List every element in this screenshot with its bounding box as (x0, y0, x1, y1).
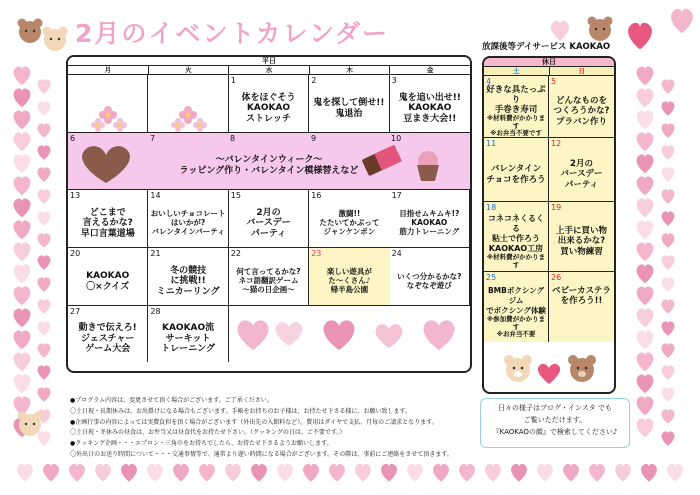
info-line: 『KAOKAOの顔』で検索してください♪ (492, 428, 618, 436)
border-heart-icon (641, 464, 657, 482)
border-heart-icon (662, 101, 675, 115)
border-heart-icon (485, 464, 501, 482)
border-heart-icon (173, 464, 189, 482)
date-number: 14 (150, 191, 161, 200)
event-text: 目指せムキムキ!? KAOKAO 筋力トレーニング (399, 209, 460, 236)
event-text: 鬼を追い出せ!! KAOKAO 豆まき大会!! (398, 92, 461, 124)
event-text: バレンタイン チョコを作ろう (486, 164, 546, 185)
calendar-cell (148, 306, 228, 362)
border-heart-icon (637, 110, 654, 129)
border-heart-icon (69, 464, 85, 482)
border-heart-icon (14, 66, 31, 85)
event-text: 体をほぐそう KAOKAO ストレッチ (241, 92, 296, 124)
border-heart-icon (637, 242, 654, 261)
border-heart-icon (637, 286, 654, 305)
border-heart-icon (551, 21, 569, 41)
border-heart-icon (38, 299, 51, 313)
heart-icon (229, 306, 469, 362)
border-heart-icon (329, 464, 345, 482)
border-heart-icon (662, 145, 675, 159)
calendar-cell-highlight (309, 248, 389, 306)
date-number: 27 (70, 307, 81, 316)
border-heart-icon (563, 464, 579, 482)
event-text: 2月の バースデー パーティ (246, 207, 291, 239)
border-heart-icon (628, 23, 652, 50)
event-text: おいしいチョコレート はいかが? バレンタインパーティ (150, 209, 226, 236)
info-line: ご覧いただけます。 (523, 416, 587, 424)
bear-icon (18, 19, 43, 44)
calendar-cell (549, 202, 614, 272)
border-heart-icon (511, 464, 527, 482)
date-number: 9 (311, 134, 317, 143)
weekday-names (68, 65, 470, 75)
date-number: 21 (150, 249, 161, 258)
event-text: 動きで伝えろ! ジェスチャー ゲーム大会 (78, 323, 137, 355)
border-heart-icon (14, 176, 31, 195)
date-number: 17 (391, 191, 402, 200)
border-heart-icon (14, 198, 31, 217)
event-note: ※材料費がかかります (486, 252, 546, 269)
calendar-cell (549, 138, 614, 202)
date-number: 22 (230, 249, 241, 258)
border-heart-icon (637, 264, 654, 283)
event-text: 冬の競技 に挑戦!! ミニカーリング (156, 265, 220, 297)
border-heart-icon (14, 374, 31, 393)
border-heart-icon (662, 431, 675, 445)
date-number: 3 (391, 76, 397, 85)
border-heart-icon (14, 88, 31, 107)
flower-icon (68, 75, 148, 133)
day-tue: 火 (148, 66, 229, 74)
border-heart-icon (637, 154, 654, 173)
event-text: いくつ分かるかな? なぞなぞ遊び (397, 271, 462, 290)
event-text: 楽しい遊具が た～くさん♪ 帰半島公園 (326, 267, 372, 294)
border-heart-icon (38, 387, 51, 401)
holiday-day-names (484, 66, 614, 76)
calendar-cell (484, 76, 549, 138)
date-number: 5 (551, 77, 557, 86)
border-heart-icon (43, 464, 59, 482)
border-heart-icon (17, 464, 33, 482)
border-heart-icon (38, 211, 51, 225)
border-heart-icon (14, 264, 31, 283)
page-title: 2月のイベントカレンダー (75, 19, 390, 48)
day-thu: 木 (309, 66, 390, 74)
border-heart-icon (662, 123, 675, 137)
day-sun: 日 (549, 67, 615, 75)
calendar-cell (148, 190, 228, 248)
calendar-cell (390, 248, 470, 306)
date-number: 7 (150, 134, 156, 143)
event-text: 激闘!! たたいてかぶって ジャンケンポン (319, 209, 380, 236)
border-heart-icon (537, 464, 553, 482)
decorative-hearts-cell (229, 306, 470, 362)
calendar-cell (484, 272, 549, 342)
border-heart-icon (303, 464, 319, 482)
border-heart-icon (637, 330, 654, 349)
date-number: 16 (311, 191, 322, 200)
border-heart-icon (14, 242, 31, 261)
calendar-cell (68, 306, 148, 362)
border-heart-icon (662, 321, 675, 335)
border-heart-icon (662, 343, 675, 357)
date-number: 18 (486, 203, 497, 212)
calendar-cell (484, 138, 549, 202)
border-heart-icon (251, 464, 267, 482)
border-heart-icon (38, 189, 51, 203)
calendar-cell (484, 202, 549, 272)
note-line: ●企画行事の内容によっては実費負担を頂く場合がございます（外出先の入館料など）。費用はダイヤで支払、月毎のご請求となります。 (70, 418, 438, 426)
event-text: BMBボクシングジム でボクシング体験 (486, 286, 546, 316)
calendar-cell-empty (148, 75, 228, 133)
date-number: 15 (230, 191, 241, 200)
date-number: 12 (551, 139, 562, 148)
border-heart-icon (121, 464, 137, 482)
border-heart-icon (277, 464, 293, 482)
event-text: 好きな具たっぷり 手巻き寿司 (486, 85, 546, 116)
border-heart-icon (662, 79, 675, 93)
border-heart-icon (637, 374, 654, 393)
date-number: 19 (551, 203, 562, 212)
event-note: ※参加費がかかります ※お弁当不要 (486, 315, 546, 339)
border-heart-icon (637, 352, 654, 371)
weekday-calendar (66, 55, 472, 373)
border-heart-icon (38, 365, 51, 379)
border-heart-icon (637, 88, 654, 107)
border-heart-icon (38, 431, 51, 445)
calendar-cell (68, 248, 148, 306)
event-note: ※材料費がかかります ※お弁当不要です (486, 114, 546, 138)
calendar-cell-empty (68, 75, 148, 133)
border-heart-icon (637, 220, 654, 239)
holiday-calendar (482, 56, 616, 394)
note-line: ●プログラム内容は、変更させて頂く場合がございます。ご了承ください。 (70, 397, 273, 404)
border-heart-icon (38, 123, 51, 137)
calendar-cell (549, 272, 614, 342)
border-heart-icon (637, 308, 654, 327)
event-text: どんなものを つくろうかな? プラバン作り (553, 96, 610, 127)
border-heart-icon (433, 464, 449, 482)
border-heart-icon (637, 418, 654, 437)
date-number: 1 (230, 76, 236, 85)
bear-icon (588, 17, 613, 42)
event-text: KAOKAO 〇×クイズ (86, 270, 130, 292)
event-text: どこまで 言えるかな? 早口言葉道場 (80, 207, 135, 239)
date-number: 10 (391, 134, 402, 143)
border-heart-icon (662, 211, 675, 225)
calendar-cell (309, 75, 389, 133)
event-text: KAOKAO流 サーキット トレーニング (161, 323, 215, 355)
border-heart-icon (662, 387, 675, 401)
info-line: 日々の様子はブログ・インスタ でも (497, 404, 612, 412)
border-heart-icon (38, 145, 51, 159)
calendar-cell (148, 248, 228, 306)
date-number: 20 (70, 249, 81, 258)
holiday-header: 休日 (484, 58, 614, 66)
day-fri: 金 (389, 66, 470, 74)
day-mon: 月 (104, 66, 112, 74)
flower-icon (148, 75, 228, 133)
border-heart-icon (14, 352, 31, 371)
border-heart-icon (14, 220, 31, 239)
date-number: 25 (486, 273, 497, 282)
event-text: 鬼を探して倒せ!! 鬼退治 (313, 97, 385, 119)
border-heart-icon (14, 308, 31, 327)
day-sat: 土 (484, 67, 549, 75)
border-heart-icon (95, 464, 111, 482)
calendar-cell (229, 190, 309, 248)
border-heart-icon (662, 409, 675, 423)
date-number: 4 (486, 77, 492, 86)
bear-icon (484, 340, 614, 392)
border-heart-icon (14, 154, 31, 173)
notes-section (70, 396, 470, 461)
border-heart-icon (38, 79, 51, 93)
valentine-week-banner (68, 133, 470, 190)
border-heart-icon (637, 176, 654, 195)
event-text: ベビーカステラ を作ろう!! (552, 286, 611, 307)
border-heart-icon (199, 464, 215, 482)
border-heart-icon (14, 286, 31, 305)
border-heart-icon (667, 464, 683, 482)
border-heart-icon (637, 66, 654, 85)
event-text: 何て言ってるかな? ネコ語翻訳ゲーム ～猫の日企画～ (236, 267, 301, 294)
date-number: 8 (230, 134, 236, 143)
border-heart-icon (14, 110, 31, 129)
date-number: 2 (311, 76, 317, 85)
border-heart-icon (407, 464, 423, 482)
bear-icon (43, 27, 68, 52)
banner-text: ～バレンタインウィーク～ ラッピング作り・バレンタイン模様替えなど (179, 155, 359, 176)
border-heart-icon (662, 299, 675, 313)
weekday-header: 平日 (68, 57, 470, 65)
note-line: 〇外出日のお送り時間について・・・交通事情等で、通常より遅い時間になる場合がございます。その際は、事前にご連絡をさせて頂きます。 (70, 450, 453, 458)
border-heart-icon (14, 330, 31, 349)
border-heart-icon (637, 132, 654, 151)
border-heart-icon (589, 464, 605, 482)
calendar-cell (390, 75, 470, 133)
border-heart-icon (662, 255, 675, 269)
calendar-cell (229, 75, 309, 133)
border-heart-icon (381, 464, 397, 482)
border-heart-icon (38, 277, 51, 291)
border-heart-icon (637, 198, 654, 217)
calendar-cell (229, 248, 309, 306)
border-heart-icon (355, 464, 371, 482)
event-text: 2月の バースデー パーティ (560, 159, 603, 190)
border-heart-icon (14, 132, 31, 151)
border-heart-icon (38, 343, 51, 357)
border-heart-icon (38, 321, 51, 335)
border-heart-icon (662, 189, 675, 203)
border-heart-icon (662, 233, 675, 247)
border-heart-icon (662, 365, 675, 379)
border-heart-icon (38, 167, 51, 181)
border-heart-icon (38, 233, 51, 247)
date-number: 24 (391, 249, 402, 258)
border-heart-icon (637, 396, 654, 415)
day-wed: 水 (228, 66, 309, 74)
border-heart-icon (147, 464, 163, 482)
date-number: 6 (70, 134, 76, 143)
note-line: 〇土日祝・冬休みの昼食は、お弁当又は昼食代をお持たせ下さい。（クッキングの日は、ご不要です。） (70, 429, 346, 437)
date-number: 26 (551, 273, 562, 282)
event-text: 上手に買い物 出来るかな? 買い物練習 (555, 226, 607, 257)
note-line: ●クッキング企画・・・エプロン・三角巾をお持ちでしたら、お持たせ下さるようお願いします。 (70, 440, 333, 448)
date-number: 28 (150, 307, 161, 316)
date-number: 23 (311, 249, 322, 258)
border-heart-icon (38, 101, 51, 115)
border-heart-icon (671, 9, 693, 33)
date-number: 11 (486, 139, 497, 148)
border-heart-icon (38, 255, 51, 269)
date-number: 13 (70, 191, 81, 200)
event-text: コネコネくるくる 粘土で作ろう KAOKAO工房 (488, 213, 544, 253)
calendar-cell (68, 190, 148, 248)
calendar-cell (309, 190, 389, 248)
border-heart-icon (662, 167, 675, 181)
calendar-cell (390, 190, 470, 248)
info-box (480, 398, 630, 448)
border-heart-icon (662, 277, 675, 291)
border-heart-icon (459, 464, 475, 482)
border-heart-icon (225, 464, 241, 482)
calendar-cell (549, 76, 614, 138)
note-line: 〇土日祝・長期休みは、お出掛けになる場合もございます。手帳をお持ちのお子様は、お持たせ下さる様に、お願い致します。 (70, 407, 412, 415)
border-heart-icon (615, 464, 631, 482)
organization-name: 放課後等デイサービス KAOKAO (482, 42, 611, 52)
